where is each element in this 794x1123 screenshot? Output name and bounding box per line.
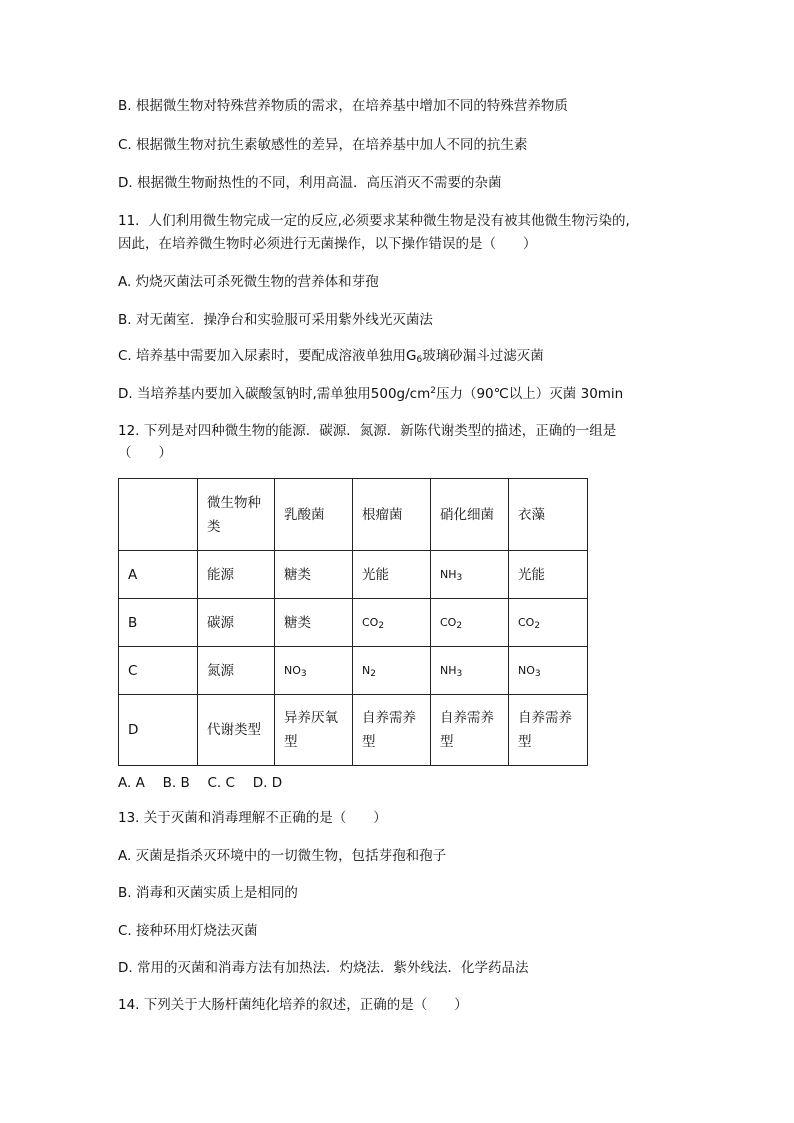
formula: NO xyxy=(518,664,535,677)
formula-sub: 3 xyxy=(456,669,463,679)
table-cell: 自养需养型 xyxy=(353,695,431,766)
q13-option-b: B. 消毒和灭菌实质上是相同的 xyxy=(118,885,298,901)
table-cell: A xyxy=(119,551,198,599)
table-row xyxy=(119,647,588,695)
table-cell: 光能 xyxy=(353,551,431,599)
table-header-cell: 根瘤菌 xyxy=(353,479,431,551)
table-cell: 光能 xyxy=(509,551,588,599)
formula: NO xyxy=(284,664,301,677)
formula-sub: 2 xyxy=(378,621,385,631)
table-header-cell: 衣藻 xyxy=(509,479,588,551)
table-cell: B xyxy=(119,599,198,647)
table-cell xyxy=(431,647,509,695)
table-cell: 自养需养型 xyxy=(431,695,509,766)
table-cell xyxy=(275,647,353,695)
table-header-cell xyxy=(119,479,198,551)
table-cell: 碳源 xyxy=(198,599,275,647)
formula-sub: 3 xyxy=(300,669,307,679)
table-row xyxy=(119,551,588,599)
table-cell: 异养厌氧型 xyxy=(275,695,353,766)
table-cell: 自养需养型 xyxy=(509,695,588,766)
formula: NH xyxy=(440,568,457,581)
q13-option-a: A. 灭菌是指杀灭环境中的一切微生物，包括芽孢和孢子 xyxy=(118,848,447,864)
q13-stem: 13. 关于灭菌和消毒理解不正确的是（ ） xyxy=(118,810,387,826)
table-header-row xyxy=(119,479,588,551)
q11-option-d-text: D. 当培养基内要加入碳酸氢钠时,需单独用500g/cm xyxy=(118,386,431,402)
table-cell: D xyxy=(119,695,198,766)
table-cell xyxy=(353,599,431,647)
q11-option-c xyxy=(118,347,544,365)
formula-sub: 2 xyxy=(534,621,541,631)
q13-option-c: C. 接种环用灯烧法灭菌 xyxy=(118,923,258,939)
formula-sub: 3 xyxy=(456,573,463,583)
table-header-cell: 硝化细菌 xyxy=(431,479,509,551)
table-cell: 代谢类型 xyxy=(198,695,275,766)
formula: N xyxy=(362,664,371,677)
table-row xyxy=(119,599,588,647)
q11-stem-line1: 11．人们利用微生物完成一定的反应,必须要求某种微生物是没有被其他微生物污染的, xyxy=(118,213,630,229)
formula-sub: 2 xyxy=(370,669,376,679)
formula-sub: 2 xyxy=(456,621,463,631)
q12-options: A. A B. B C. C D. D xyxy=(118,775,283,791)
table-header-cell: 乳酸菌 xyxy=(275,479,353,551)
q11-stem-line2: 因此，在培养微生物时必须进行无菌操作，以下操作错误的是（ ） xyxy=(118,236,537,252)
q14-stem: 14. 下列关于大肠杆菌纯化培养的叙述，正确的是（ ） xyxy=(118,997,468,1013)
q10-option-c: C. 根据微生物对抗生素敏感性的差异，在培养基中加人不同的抗生素 xyxy=(118,137,528,153)
table-header-cell: 微生物种类 xyxy=(198,479,275,551)
q12-table xyxy=(118,478,588,766)
q10-option-d: D. 根据微生物耐热性的不同，利用高温．高压消灭不需要的杂菌 xyxy=(118,175,502,191)
q11-option-c-text-end: 玻璃砂漏斗过滤灭菌 xyxy=(422,348,544,364)
table-cell xyxy=(509,599,588,647)
q10-option-b: B. 根据微生物对特殊营养物质的需求，在培养基中增加不同的特殊营养物质 xyxy=(118,98,568,114)
table-cell: 能源 xyxy=(198,551,275,599)
q11-option-d-text-end: 压力（90℃以上）灭菌 30min xyxy=(435,386,624,402)
q13-option-d: D. 常用的灭菌和消毒方法有加热法．灼烧法．紫外线法．化学药品法 xyxy=(118,960,529,976)
formula: CO xyxy=(362,616,379,629)
table-cell: 糖类 xyxy=(275,599,353,647)
q12-stem-line2: （ ） xyxy=(118,445,172,461)
table-cell xyxy=(431,551,509,599)
q11-option-d xyxy=(118,385,623,403)
formula: CO xyxy=(440,616,457,629)
table-cell xyxy=(509,647,588,695)
table-cell: 氮源 xyxy=(198,647,275,695)
q12-stem-line1: 12. 下列是对四种微生物的能源．碳源．氮源．新陈代谢类型的描述，正确的一组是 xyxy=(118,423,617,439)
table-row xyxy=(119,695,588,766)
table-cell: 糖类 xyxy=(275,551,353,599)
table-cell: C xyxy=(119,647,198,695)
q11-option-d-sup: 2 xyxy=(430,386,436,396)
formula-sub: 3 xyxy=(534,669,541,679)
formula: NH xyxy=(440,664,457,677)
q11-option-c-sub: 6 xyxy=(416,355,423,365)
q11-option-c-text: C. 培养基中需要加入尿素时，要配成溶液单独用G xyxy=(118,348,417,364)
table-cell xyxy=(353,647,431,695)
q11-option-a: A. 灼烧灭菌法可杀死微生物的营养体和芽孢 xyxy=(118,274,379,290)
formula: CO xyxy=(518,616,535,629)
q11-option-b: B. 对无菌室．操净台和实验服可采用紫外线光灭菌法 xyxy=(118,312,433,328)
table-cell xyxy=(431,599,509,647)
